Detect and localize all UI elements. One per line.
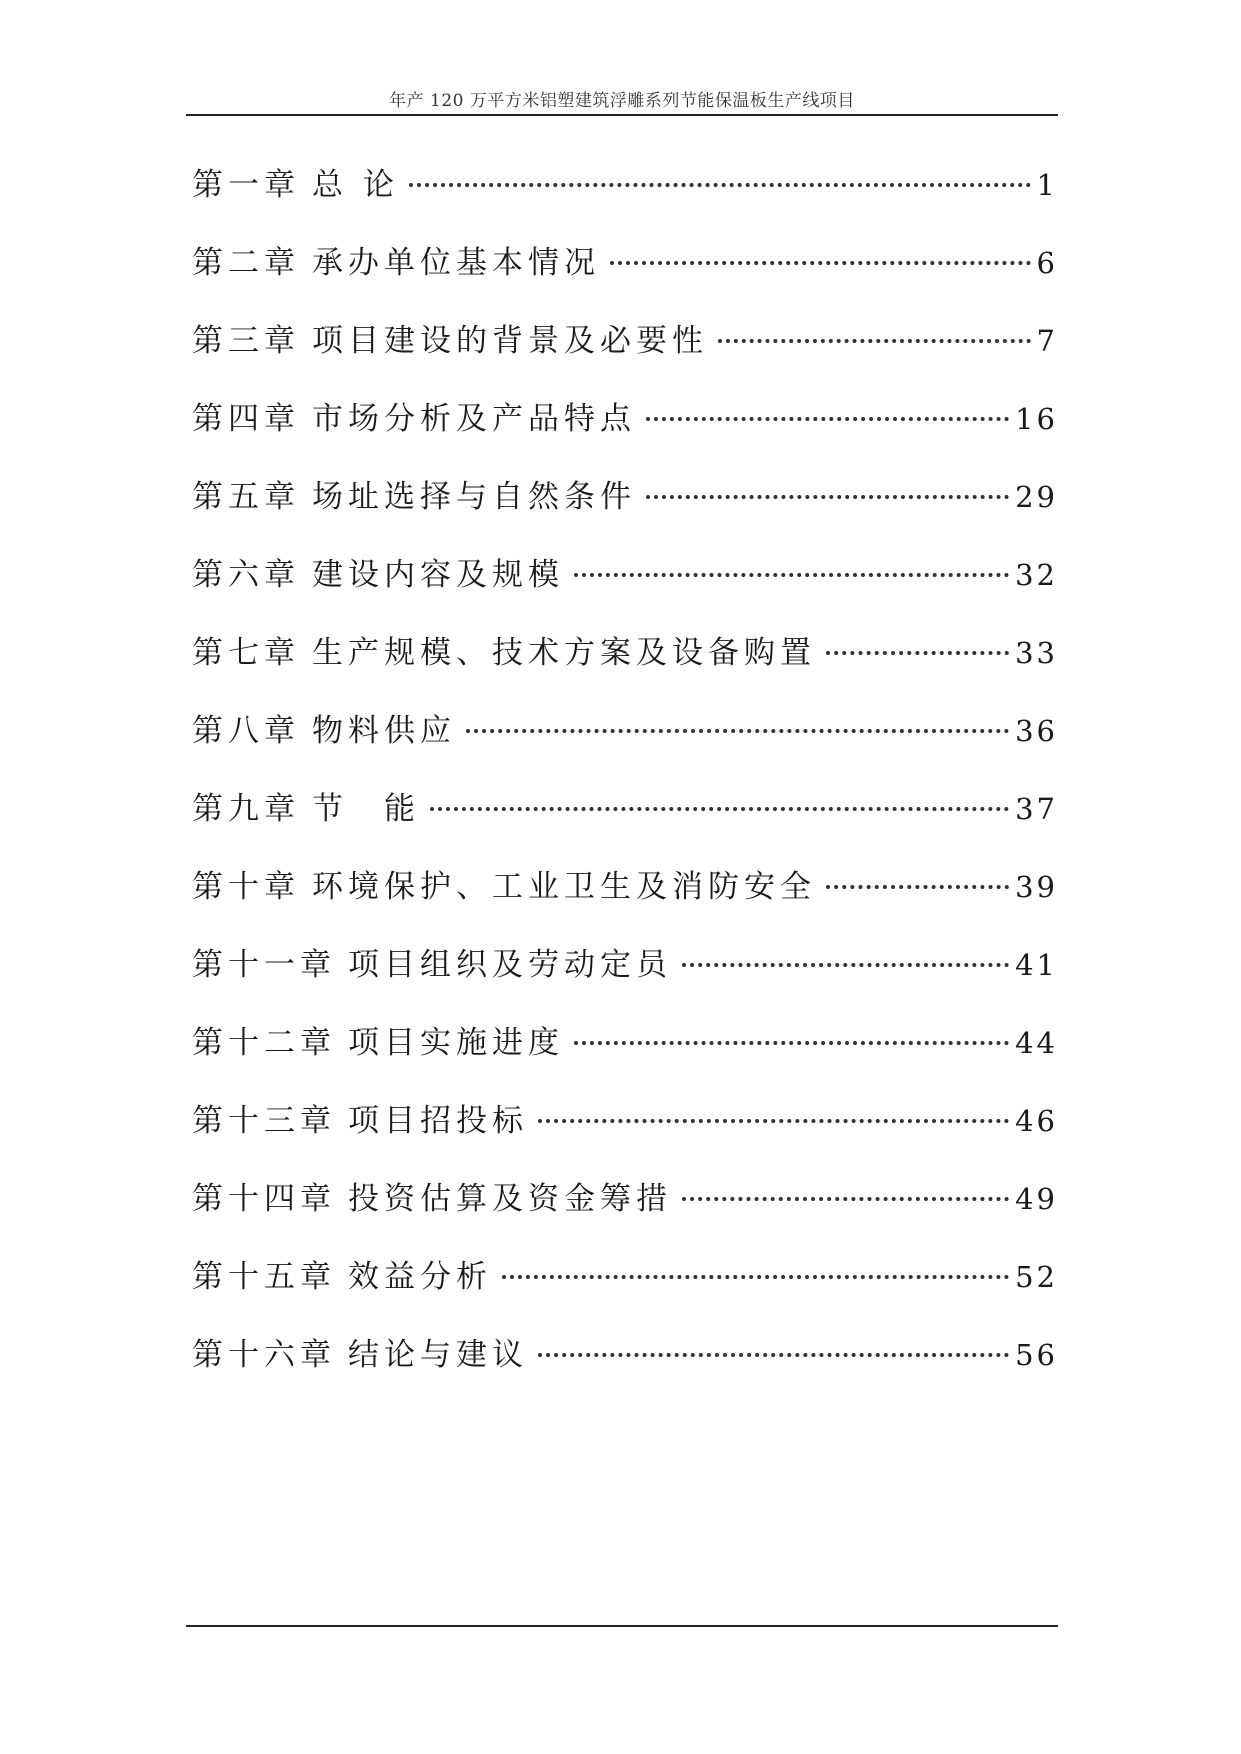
- toc-dot-leader: [502, 1275, 1009, 1279]
- toc-entry[interactable]: [192, 1253, 1058, 1331]
- toc-chapter-title: 总 论: [312, 167, 399, 203]
- toc-page-number: 44: [1015, 1026, 1058, 1060]
- toc-page-number: 41: [1015, 948, 1058, 982]
- toc-chapter-number: 第五章: [192, 479, 300, 515]
- toc-dot-leader: [466, 729, 1009, 733]
- toc-chapter-title: 建设内容及规模: [312, 557, 564, 593]
- toc-entry[interactable]: [192, 239, 1058, 317]
- toc-entry[interactable]: [192, 941, 1058, 1019]
- toc-chapter-number: 第一章: [192, 167, 300, 203]
- toc-page-number: 32: [1015, 558, 1058, 592]
- toc-dot-leader: [430, 807, 1009, 811]
- toc-page-number: 37: [1015, 792, 1058, 826]
- toc-dot-leader: [826, 885, 1009, 889]
- toc-chapter-title: 生产规模、技术方案及设备购置: [312, 635, 816, 671]
- toc-dot-leader: [682, 1197, 1009, 1201]
- toc-chapter-title: 项目实施进度: [348, 1025, 564, 1061]
- page-header-title: 年产 120 万平方米铝塑建筑浮雕系列节能保温板生产线项目: [389, 91, 855, 111]
- toc-page-number: 36: [1015, 714, 1058, 748]
- toc-chapter-number: 第十二章: [192, 1025, 336, 1061]
- toc-entry[interactable]: [192, 161, 1058, 239]
- toc-page-number: 39: [1015, 870, 1058, 904]
- toc-entry[interactable]: [192, 863, 1058, 941]
- toc-chapter-title: 场址选择与自然条件: [312, 479, 636, 515]
- toc-chapter-number: 第四章: [192, 401, 300, 437]
- toc-entry[interactable]: [192, 1097, 1058, 1175]
- toc-entry[interactable]: [192, 1175, 1058, 1253]
- toc-chapter-title: 结论与建议: [348, 1337, 528, 1373]
- toc-page-number: 16: [1015, 402, 1058, 436]
- toc-dot-leader: [826, 651, 1009, 655]
- toc-entry[interactable]: [192, 551, 1058, 629]
- toc-chapter-title: 物料供应: [312, 713, 456, 749]
- toc-page-number: 56: [1015, 1338, 1058, 1372]
- toc-dot-leader: [610, 261, 1031, 265]
- toc-chapter-number: 第八章: [192, 713, 300, 749]
- toc-chapter-number: 第三章: [192, 323, 300, 359]
- toc-chapter-number: 第十章: [192, 869, 300, 905]
- toc-chapter-number: 第九章: [192, 791, 300, 827]
- toc-page-number: 29: [1015, 480, 1058, 514]
- toc-chapter-title: 投资估算及资金筹措: [348, 1181, 672, 1217]
- toc-chapter-number: 第十四章: [192, 1181, 336, 1217]
- toc-chapter-number: 第十六章: [192, 1337, 336, 1373]
- toc-chapter-number: 第十三章: [192, 1103, 336, 1139]
- footer-rule: [186, 1625, 1058, 1627]
- toc-entry[interactable]: [192, 1019, 1058, 1097]
- toc-dot-leader: [646, 495, 1009, 499]
- toc-page-number: 52: [1015, 1260, 1058, 1294]
- toc-page-number: 33: [1015, 636, 1058, 670]
- toc-entry[interactable]: [192, 629, 1058, 707]
- toc-entry[interactable]: [192, 317, 1058, 395]
- toc-chapter-title: 效益分析: [348, 1259, 492, 1295]
- toc-entry[interactable]: [192, 395, 1058, 473]
- toc-page-number: 1: [1036, 168, 1058, 202]
- toc-chapter-number: 第十一章: [192, 947, 336, 983]
- toc-page-number: 7: [1036, 324, 1058, 358]
- toc-dot-leader: [574, 1041, 1009, 1045]
- toc-entry[interactable]: [192, 785, 1058, 863]
- table-of-contents: [192, 161, 1058, 1409]
- toc-entry[interactable]: [192, 1331, 1058, 1409]
- toc-page-number: 46: [1015, 1104, 1058, 1138]
- toc-chapter-title: 项目招投标: [348, 1103, 528, 1139]
- toc-chapter-title: 环境保护、工业卫生及消防安全: [312, 869, 816, 905]
- toc-chapter-title: 节 能: [312, 791, 420, 827]
- toc-entry[interactable]: [192, 473, 1058, 551]
- toc-chapter-number: 第六章: [192, 557, 300, 593]
- toc-page-number: 49: [1015, 1182, 1058, 1216]
- toc-chapter-title: 项目建设的背景及必要性: [312, 323, 708, 359]
- toc-dot-leader: [682, 963, 1009, 967]
- toc-chapter-title: 项目组织及劳动定员: [348, 947, 672, 983]
- toc-dot-leader: [538, 1119, 1009, 1123]
- toc-dot-leader: [409, 183, 1031, 187]
- toc-chapter-number: 第七章: [192, 635, 300, 671]
- toc-entry[interactable]: [192, 707, 1058, 785]
- toc-dot-leader: [718, 339, 1031, 343]
- toc-chapter-title: 市场分析及产品特点: [312, 401, 636, 437]
- toc-dot-leader: [646, 417, 1009, 421]
- header-rule: [186, 114, 1058, 116]
- toc-dot-leader: [574, 573, 1009, 577]
- toc-chapter-number: 第十五章: [192, 1259, 336, 1295]
- toc-page-number: 6: [1036, 246, 1058, 280]
- toc-dot-leader: [538, 1353, 1009, 1357]
- toc-chapter-title: 承办单位基本情况: [312, 245, 600, 281]
- toc-chapter-number: 第二章: [192, 245, 300, 281]
